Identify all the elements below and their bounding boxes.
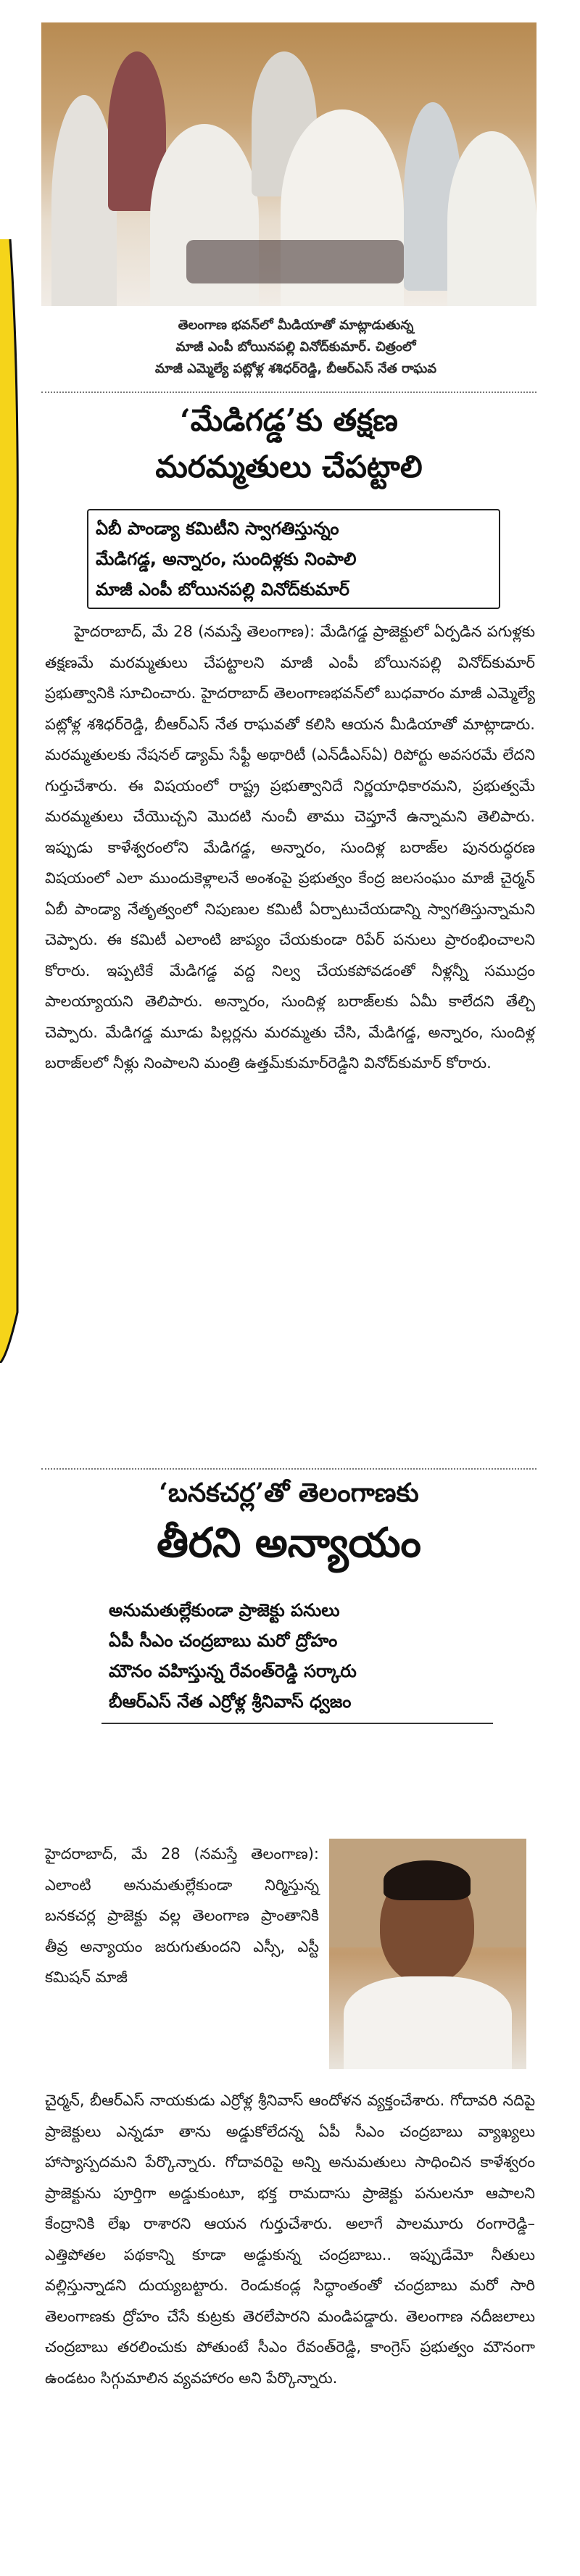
- article1-headline-line-2: మరమ్మతులు చేపట్టాలి: [155, 449, 423, 484]
- decorative-yellow-shape: [0, 239, 19, 1363]
- article1-subhead-2: మేడిగడ్డ, అన్నారం, సుందిళ్లకు నింపాలి: [96, 549, 357, 569]
- article1-subhead-3: మాజీ ఎంపీ బోయినపల్లి వినోద్‌కుమార్: [96, 579, 349, 600]
- press-meet-photo: [41, 22, 536, 306]
- article2-subhead-2: ఏపీ సీఎం చంద్రబాబు మరో ద్రోహం: [109, 1631, 338, 1651]
- article2-body-full: [45, 2085, 535, 2393]
- article1-subhead-1: ఏబీ పాండ్యా కమిటీని స్వాగతిస్తున్నం: [96, 518, 339, 539]
- article2-subheads: [109, 1595, 486, 1717]
- article1-body: [45, 616, 535, 1079]
- divider: [41, 1468, 536, 1470]
- portrait-photo: [329, 1839, 526, 2069]
- divider: [41, 392, 536, 393]
- article2-headline-line-1: ‘బనకచర్ల’తో తెలంగాణకు: [159, 1478, 419, 1508]
- article1-subheads: [87, 509, 500, 609]
- article2-body-full-text: చైర్మన్, బీఆర్‌ఎస్ నాయకుడు ఎర్రోళ్ల శ్రీనివాస్ ఆందోళన వ్యక్తంచేశారు. గోదావరి నదిపై ప్రాజెక్టులు ఎన్నడూ తాను అడ్డుకోలేదన్న ఏపీ సీఎం చంద్రబాబు వ్యాఖ్యలు హాస్యాస్పదమని పేర్కొన్నారు. గోదావరిపై అన్ని అనుమతులు సాధించిన కాళేశ్వరం ప్రాజెక్టును పూర్తిగా అడ్డుకుంటూ, భక్త రామదాసు ప్రాజెక్టు పనులనూ ఆపాలని కేంద్రానికి లేఖ రాశారని ఆయన గుర్తుచేశారు. అలాగే పాలమూరు రంగారెడ్డి–ఎత్తిపోతల పథకాన్ని కూడా అడ్డుకున్న చంద్రబాబు.. ఇప్పుడేమో నీతులు వల్లిస్తున్నాడని దుయ్యబట్టారు. రెండుకండ్ల సిద్ధాంతంతో చంద్రబాబు మరో సారి తెలంగాణకు ద్రోహం చేసే కుట్రకు తెరలేపారని మండిపడ్డారు. తెలంగాణ నదీజలాలు చంద్రబాబు తరలించుకు పోతుంటే సీఎం రేవంత్‌రెడ్డి, కాంగ్రెస్ ప్రభుత్వం మౌనంగా ఉండటం సిగ్గుమాలిన వ్యవహారం అని పేర్కొన్నారు.: [45, 2092, 535, 2387]
- subhead-underline: [102, 1723, 493, 1724]
- caption-line-3: మాజీ ఎమ్మెల్యే పట్లోళ్ల శశిధర్‌రెడ్డి, బీఆర్‌ఎస్ నేత రాఘవ: [154, 361, 437, 376]
- article2-headline-line-2: తీరని అన్యాయం: [157, 1519, 421, 1567]
- caption-line-1: తెలంగాణ భవన్‌లో మీడియాతో మాట్లాడుతున్న: [178, 318, 414, 333]
- caption-line-2: మాజీ ఎంపీ బోయినపల్లి వినోద్‌కుమార్. చిత్రంలో: [175, 339, 416, 355]
- article1-body-text: హైదరాబాద్, మే 28 (నమస్తే తెలంగాణ): మేడిగడ్డ ప్రాజెక్టులో ఏర్పడిన పగుళ్లకు తక్షణమే మరమ్మతులు చేపట్టాలని మాజీ ఎంపీ బోయినపల్లి వినోద్‌కుమార్ ప్రభుత్వానికి సూచించారు. హైదరాబాద్ తెలంగాణభవన్‌లో బుధవారం మాజీ ఎమ్మెల్యే పట్లోళ్ల శశిధర్‌రెడ్డి, బీఆర్‌ఎస్ నేత రాఘవతో కలిసి ఆయన మీడియాతో మాట్లాడారు. మరమ్మతులకు నేషనల్ డ్యామ్ సేఫ్టీ అథారిటీ (ఎన్‌డీఎస్‌ఏ) రిపోర్టు అవసరమే లేదని గుర్తుచేశారు. ఈ విషయంలో రాష్ట్ర ప్రభుత్వానిదే నిర్ణయాధికారమని, ప్రభుత్వమే మరమ్మతులు చేయొచ్చని మొదటి నుంచీ తాము చెప్తూనే ఉన్నామని తెలిపారు. ఇప్పుడు కాళేశ్వరంలోని మేడిగడ్డ, అన్నారం, సుందిళ్ల బరాజ్‌ల పునరుద్ధరణ విషయంలో ఎలా ముందుకెళ్లాలనే అంశంపై ప్రభుత్వం కేంద్ర జలసంఘం మాజీ చైర్మన్ ఏబీ పాండ్యా నేతృత్వంలో నిపుణుల కమిటీ ఏర్పాటుచేయడాన్ని స్వాగతిస్తున్నామని చెప్పారు. ఈ కమిటీ ఎలాంటి జాప్యం చేయకుండా రిపేర్ పనులు ప్రారంభించాలని కోరారు. ఇప్పటికే మేడిగడ్డ వద్ద నిల్వ చేయకపోవడంతో నీళ్లన్నీ సముద్రం పాలయ్యాయని తెలిపారు. అన్నారం, సుందిళ్ల బరాజ్‌లకు ఏమీ కాలేదని తేల్చి చెప్పారు. మేడిగడ్డ మూడు పిల్లర్లను మరమ్మతు చేసి, మేడిగడ్డ, అన్నారం, సుందిళ్ల బరాజ్‌లలో నీళ్లు నింపాలని మంత్రి ఉత్తమ్‌కుమార్‌రెడ్డిని వినోద్‌కుమార్ కోరారు.: [45, 623, 535, 1072]
- article2-subhead-1: అనుమతుల్లేకుండా ప్రాజెక్టు పనులు: [109, 1600, 340, 1620]
- photo-caption: [51, 315, 541, 380]
- article2-subhead-4: బీఆర్‌ఎస్ నేత ఎర్రోళ్ల శ్రీనివాస్ ధ్వజం: [109, 1691, 352, 1712]
- article2-body-wrap: [45, 1839, 319, 1993]
- article1-headline-line-1: ‘మేడిగడ్డ’కు తక్షణ: [180, 402, 398, 438]
- article2-body-wrap-text: హైదరాబాద్, మే 28 (నమస్తే తెలంగాణ): ఎలాంటి అనుమతుల్లేకుండా నిర్మిస్తున్న బనకచర్ల ప్రాజెక్టు వల్ల తెలంగాణ ప్రాంతానికి తీవ్ర అన్యాయం జరుగుతుందని ఎస్సీ, ఎస్టీ కమిషన్ మాజీ: [45, 1845, 319, 1986]
- article1-headline: [41, 397, 536, 490]
- article2-subhead-3: మౌనం వహిస్తున్న రేవంత్‌రెడ్డి సర్కారు: [109, 1661, 357, 1681]
- article2-headline: [41, 1472, 536, 1572]
